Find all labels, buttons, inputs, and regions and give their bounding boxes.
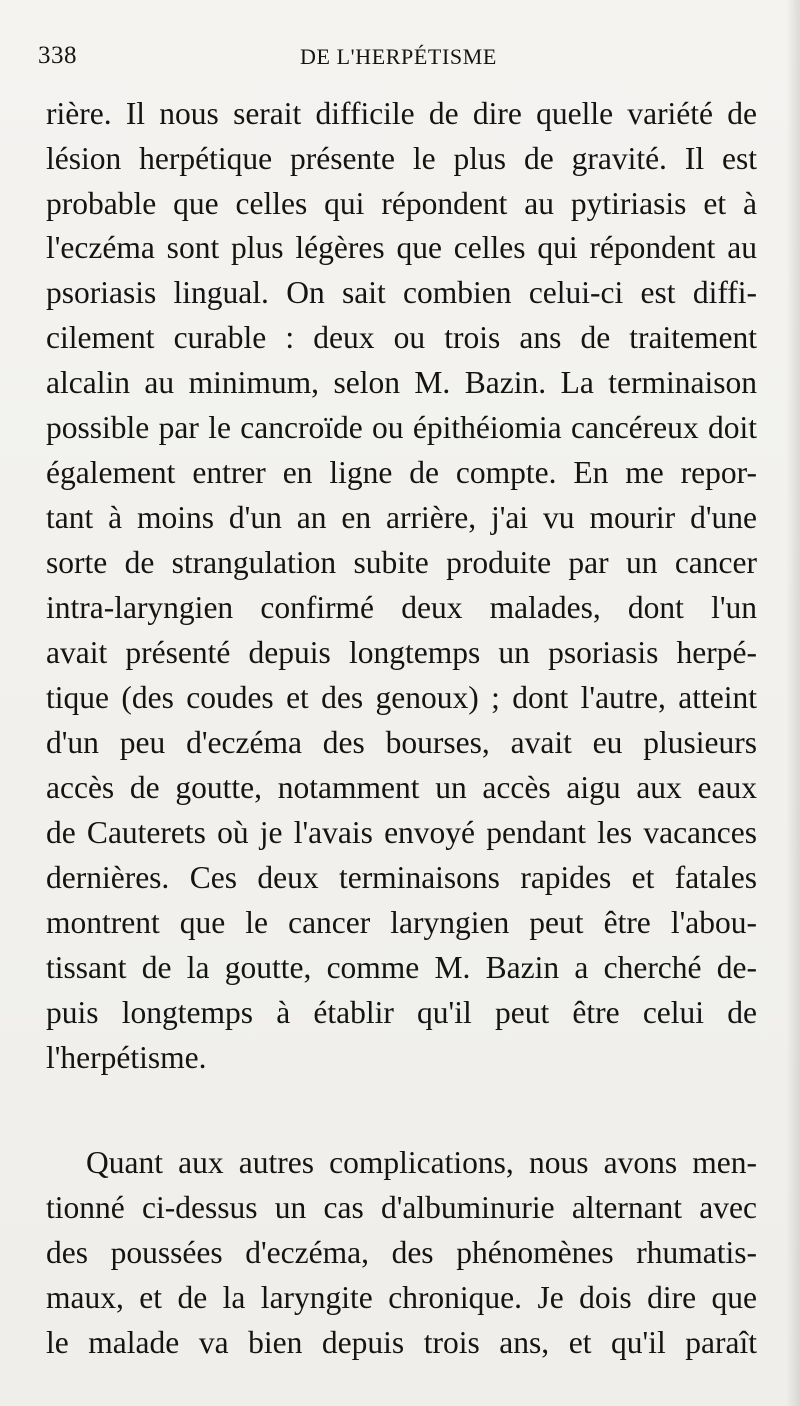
text-line: sorte de strangulation subite produite par un cancer bbox=[46, 545, 757, 580]
text-line: probable que celles qui répondent au pytiriasis et à bbox=[46, 186, 757, 221]
page-edge-shadow bbox=[786, 0, 800, 1406]
text-line: rière. Il nous serait difficile de dire quelle variété de bbox=[46, 96, 757, 131]
text-line: d'un peu d'eczéma des bourses, avait eu plusieurs bbox=[46, 725, 757, 760]
text-line: l'eczéma sont plus légères que celles qui répondent au bbox=[46, 230, 757, 265]
page-number: 338 bbox=[38, 42, 77, 69]
text-line: cilement curable : deux ou trois ans de traitement bbox=[46, 320, 757, 355]
running-title: DE L'HERPÉTISME bbox=[300, 44, 497, 69]
text-line: accès de goutte, notamment un accès aigu aux eaux bbox=[46, 770, 757, 805]
text-line-indented: Quant aux autres complications, nous avons men- bbox=[86, 1145, 757, 1180]
text-line: possible par le cancroïde ou épithéiomia cancéreux doit bbox=[46, 410, 757, 445]
text-line: avait présenté depuis longtemps un psoriasis herpé- bbox=[46, 635, 757, 670]
text-line: maux, et de la laryngite chronique. Je dois dire que bbox=[46, 1280, 757, 1315]
text-line: de Cauterets où je l'avais envoyé pendant les vacances bbox=[46, 815, 757, 850]
text-line: l'herpétisme. bbox=[46, 1040, 207, 1075]
text-line: puis longtemps à établir qu'il peut être celui de bbox=[46, 995, 757, 1030]
text-line: également entrer en ligne de compte. En me repor- bbox=[46, 455, 757, 490]
text-line: tique (des coudes et des genoux) ; dont l'autre, atteint bbox=[46, 680, 757, 715]
text-line: tionné ci-dessus un cas d'albuminurie alternant avec bbox=[46, 1190, 757, 1225]
text-line: montrent que le cancer laryngien peut être l'abou- bbox=[46, 905, 757, 940]
text-line: lésion herpétique présente le plus de gravité. Il est bbox=[46, 141, 757, 176]
text-line: dernières. Ces deux terminaisons rapides et fatales bbox=[46, 860, 757, 895]
text-line: des poussées d'eczéma, des phénomènes rhumatis- bbox=[46, 1235, 757, 1270]
text-line: alcalin au minimum, selon M. Bazin. La terminaison bbox=[46, 365, 757, 400]
text-line: le malade va bien depuis trois ans, et qu'il paraît bbox=[46, 1325, 757, 1360]
text-line: psoriasis lingual. On sait combien celui-ci est diffi- bbox=[46, 275, 757, 310]
text-line: tissant de la goutte, comme M. Bazin a cherché de- bbox=[46, 950, 757, 985]
text-line: intra-laryngien confirmé deux malades, dont l'un bbox=[46, 590, 757, 625]
text-line: tant à moins d'un an en arrière, j'ai vu mourir d'une bbox=[46, 500, 757, 535]
